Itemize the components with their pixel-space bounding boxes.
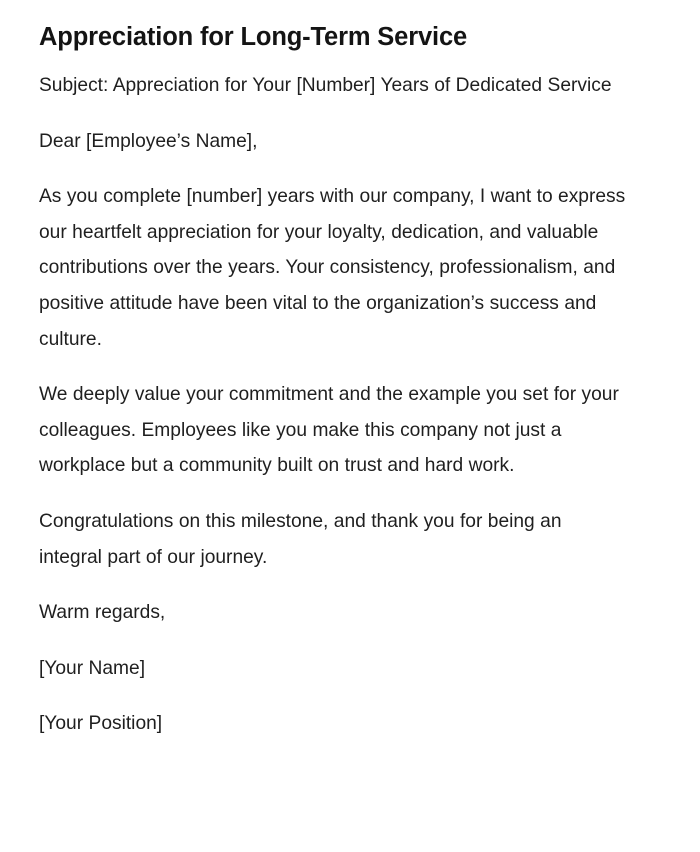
body-paragraph-2: We deeply value your commitment and the example you set for your colleagues. Employees like you make this company not just a workplace but a community built on trust and hard work. <box>39 384 619 477</box>
body-paragraph-1: As you complete [number] years with our company, I want to express our heartfelt appreciation for your loyalty, dedication, and valuable contributions over the years. Your consistency, professionalism, and positive attitude have been vital to the organization’s success and culture. <box>39 186 626 350</box>
salutation: Dear [Employee’s Name], <box>39 130 258 152</box>
signature-position: [Your Position] <box>39 713 163 735</box>
letter-body <box>39 68 661 742</box>
page-title: Appreciation for Long-Term Service <box>39 23 468 51</box>
signature-name: [Your Name] <box>39 657 146 679</box>
subject-line: Subject: Appreciation for Your [Number] Years of Dedicated Service <box>39 75 612 96</box>
closing: Warm regards, <box>39 602 166 624</box>
body-paragraph-3: Congratulations on this milestone, and thank you for being an integral part of our journey. <box>39 510 562 568</box>
